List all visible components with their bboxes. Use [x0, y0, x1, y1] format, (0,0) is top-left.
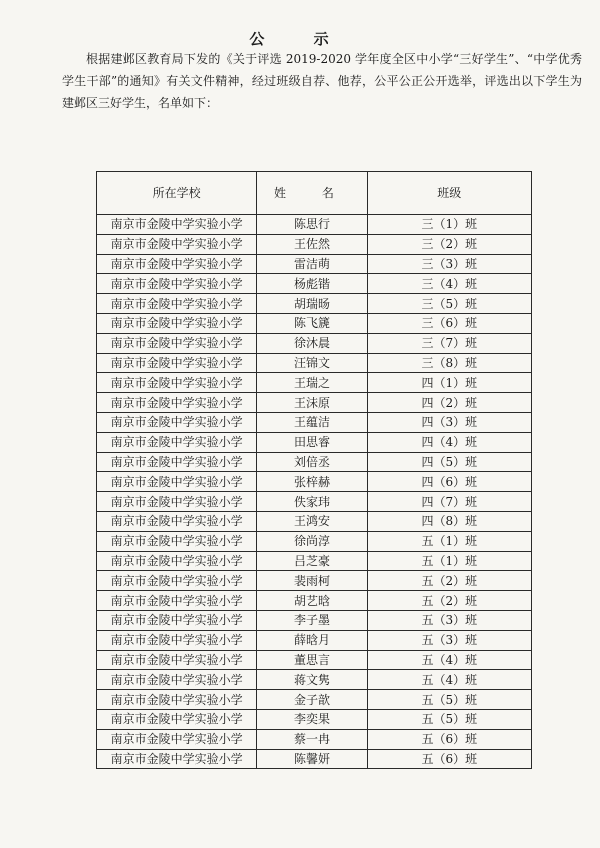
cell-class: 四（1）班 — [367, 373, 531, 393]
cell-school: 南京市金陵中学实验小学 — [97, 650, 257, 670]
table-row — [97, 412, 532, 432]
header-name: 姓 名 — [257, 172, 367, 215]
cell-class: 五（4）班 — [367, 650, 531, 670]
table-row — [97, 690, 532, 710]
cell-name: 董思言 — [257, 650, 367, 670]
cell-school: 南京市金陵中学实验小学 — [97, 452, 257, 472]
cell-name: 徐尚淳 — [257, 531, 367, 551]
cell-school: 南京市金陵中学实验小学 — [97, 492, 257, 512]
cell-school: 南京市金陵中学实验小学 — [97, 294, 257, 314]
cell-name: 杨彪锴 — [257, 274, 367, 294]
cell-name: 刘倍丞 — [257, 452, 367, 472]
cell-name: 金子歆 — [257, 690, 367, 710]
table-body — [97, 215, 532, 769]
cell-name: 佚家玮 — [257, 492, 367, 512]
cell-class: 五（5）班 — [367, 709, 531, 729]
table-row — [97, 571, 532, 591]
cell-school: 南京市金陵中学实验小学 — [97, 353, 257, 373]
cell-school: 南京市金陵中学实验小学 — [97, 531, 257, 551]
cell-name: 裴雨柯 — [257, 571, 367, 591]
cell-class: 四（2）班 — [367, 393, 531, 413]
cell-class: 五（3）班 — [367, 610, 531, 630]
cell-name: 王鸿安 — [257, 511, 367, 531]
cell-class: 三（4）班 — [367, 274, 531, 294]
table-row — [97, 729, 532, 749]
table-row — [97, 670, 532, 690]
cell-school: 南京市金陵中学实验小学 — [97, 472, 257, 492]
cell-class: 五（2）班 — [367, 591, 531, 611]
cell-class: 三（1）班 — [367, 215, 531, 235]
header-class: 班级 — [367, 172, 531, 215]
page-title: 公 示 — [249, 30, 351, 48]
cell-school: 南京市金陵中学实验小学 — [97, 610, 257, 630]
cell-class: 四（7）班 — [367, 492, 531, 512]
table-row — [97, 610, 532, 630]
cell-class: 五（6）班 — [367, 749, 531, 769]
cell-name: 王蕴洁 — [257, 412, 367, 432]
cell-name: 陈馨妍 — [257, 749, 367, 769]
cell-school: 南京市金陵中学实验小学 — [97, 234, 257, 254]
cell-class: 四（5）班 — [367, 452, 531, 472]
cell-name: 雷洁萌 — [257, 254, 367, 274]
table-header-row — [97, 172, 532, 215]
cell-school: 南京市金陵中学实验小学 — [97, 551, 257, 571]
cell-school: 南京市金陵中学实验小学 — [97, 432, 257, 452]
table-row — [97, 511, 532, 531]
cell-name: 蒋文隽 — [257, 670, 367, 690]
cell-name: 蔡一冉 — [257, 729, 367, 749]
table-row — [97, 452, 532, 472]
table-row — [97, 234, 532, 254]
cell-name: 吕芝豪 — [257, 551, 367, 571]
cell-school: 南京市金陵中学实验小学 — [97, 511, 257, 531]
cell-class: 四（6）班 — [367, 472, 531, 492]
cell-school: 南京市金陵中学实验小学 — [97, 571, 257, 591]
cell-class: 五（6）班 — [367, 729, 531, 749]
table-row — [97, 353, 532, 373]
cell-school: 南京市金陵中学实验小学 — [97, 393, 257, 413]
cell-class: 四（8）班 — [367, 511, 531, 531]
cell-school: 南京市金陵中学实验小学 — [97, 591, 257, 611]
cell-class: 五（3）班 — [367, 630, 531, 650]
student-roster-table — [96, 171, 532, 769]
table-row — [97, 551, 532, 571]
cell-class: 三（7）班 — [367, 333, 531, 353]
cell-class: 三（8）班 — [367, 353, 531, 373]
table-row — [97, 531, 532, 551]
cell-school: 南京市金陵中学实验小学 — [97, 670, 257, 690]
table-row — [97, 274, 532, 294]
table-row — [97, 254, 532, 274]
cell-class: 三（5）班 — [367, 294, 531, 314]
header-school: 所在学校 — [97, 172, 257, 215]
cell-school: 南京市金陵中学实验小学 — [97, 709, 257, 729]
table-row — [97, 313, 532, 333]
cell-name: 陈飞篪 — [257, 313, 367, 333]
cell-class: 三（2）班 — [367, 234, 531, 254]
table-row — [97, 650, 532, 670]
cell-class: 三（3）班 — [367, 254, 531, 274]
cell-name: 胡瑞旸 — [257, 294, 367, 314]
table-row — [97, 333, 532, 353]
cell-school: 南京市金陵中学实验小学 — [97, 690, 257, 710]
table-row — [97, 630, 532, 650]
cell-class: 四（4）班 — [367, 432, 531, 452]
cell-name: 陈思行 — [257, 215, 367, 235]
cell-name: 胡艺晗 — [257, 591, 367, 611]
cell-name: 张梓赫 — [257, 472, 367, 492]
cell-class: 三（6）班 — [367, 313, 531, 333]
cell-school: 南京市金陵中学实验小学 — [97, 313, 257, 333]
cell-school: 南京市金陵中学实验小学 — [97, 729, 257, 749]
table-row — [97, 294, 532, 314]
table-row — [97, 591, 532, 611]
cell-name: 田思睿 — [257, 432, 367, 452]
cell-class: 五（2）班 — [367, 571, 531, 591]
cell-school: 南京市金陵中学实验小学 — [97, 630, 257, 650]
cell-school: 南京市金陵中学实验小学 — [97, 274, 257, 294]
cell-name: 徐沐晨 — [257, 333, 367, 353]
cell-name: 李奕果 — [257, 709, 367, 729]
table-row — [97, 215, 532, 235]
cell-name: 汪锦文 — [257, 353, 367, 373]
cell-school: 南京市金陵中学实验小学 — [97, 412, 257, 432]
cell-name: 薛晗月 — [257, 630, 367, 650]
cell-class: 四（3）班 — [367, 412, 531, 432]
cell-school: 南京市金陵中学实验小学 — [97, 373, 257, 393]
cell-school: 南京市金陵中学实验小学 — [97, 215, 257, 235]
intro-paragraph: 根据建邺区教育局下发的《关于评选 2019-2020 学年度全区中小学“三好学生”、“中学优秀学生干部”的通知》有关文件精神，经过班级自荐、他荐，公平公正公开选举，评选出以下学生为建邺区三好学生，名单如下： — [62, 52, 582, 110]
cell-name: 李子墨 — [257, 610, 367, 630]
cell-class: 五（1）班 — [367, 551, 531, 571]
cell-school: 南京市金陵中学实验小学 — [97, 333, 257, 353]
cell-school: 南京市金陵中学实验小学 — [97, 749, 257, 769]
cell-school: 南京市金陵中学实验小学 — [97, 254, 257, 274]
table-row — [97, 393, 532, 413]
cell-name: 王瑞之 — [257, 373, 367, 393]
cell-name: 王沫原 — [257, 393, 367, 413]
cell-name: 王佐然 — [257, 234, 367, 254]
table-row — [97, 492, 532, 512]
cell-class: 五（4）班 — [367, 670, 531, 690]
cell-class: 五（1）班 — [367, 531, 531, 551]
table-row — [97, 709, 532, 729]
table-row — [97, 749, 532, 769]
table-row — [97, 432, 532, 452]
table-row — [97, 373, 532, 393]
cell-class: 五（5）班 — [367, 690, 531, 710]
table-row — [97, 472, 532, 492]
